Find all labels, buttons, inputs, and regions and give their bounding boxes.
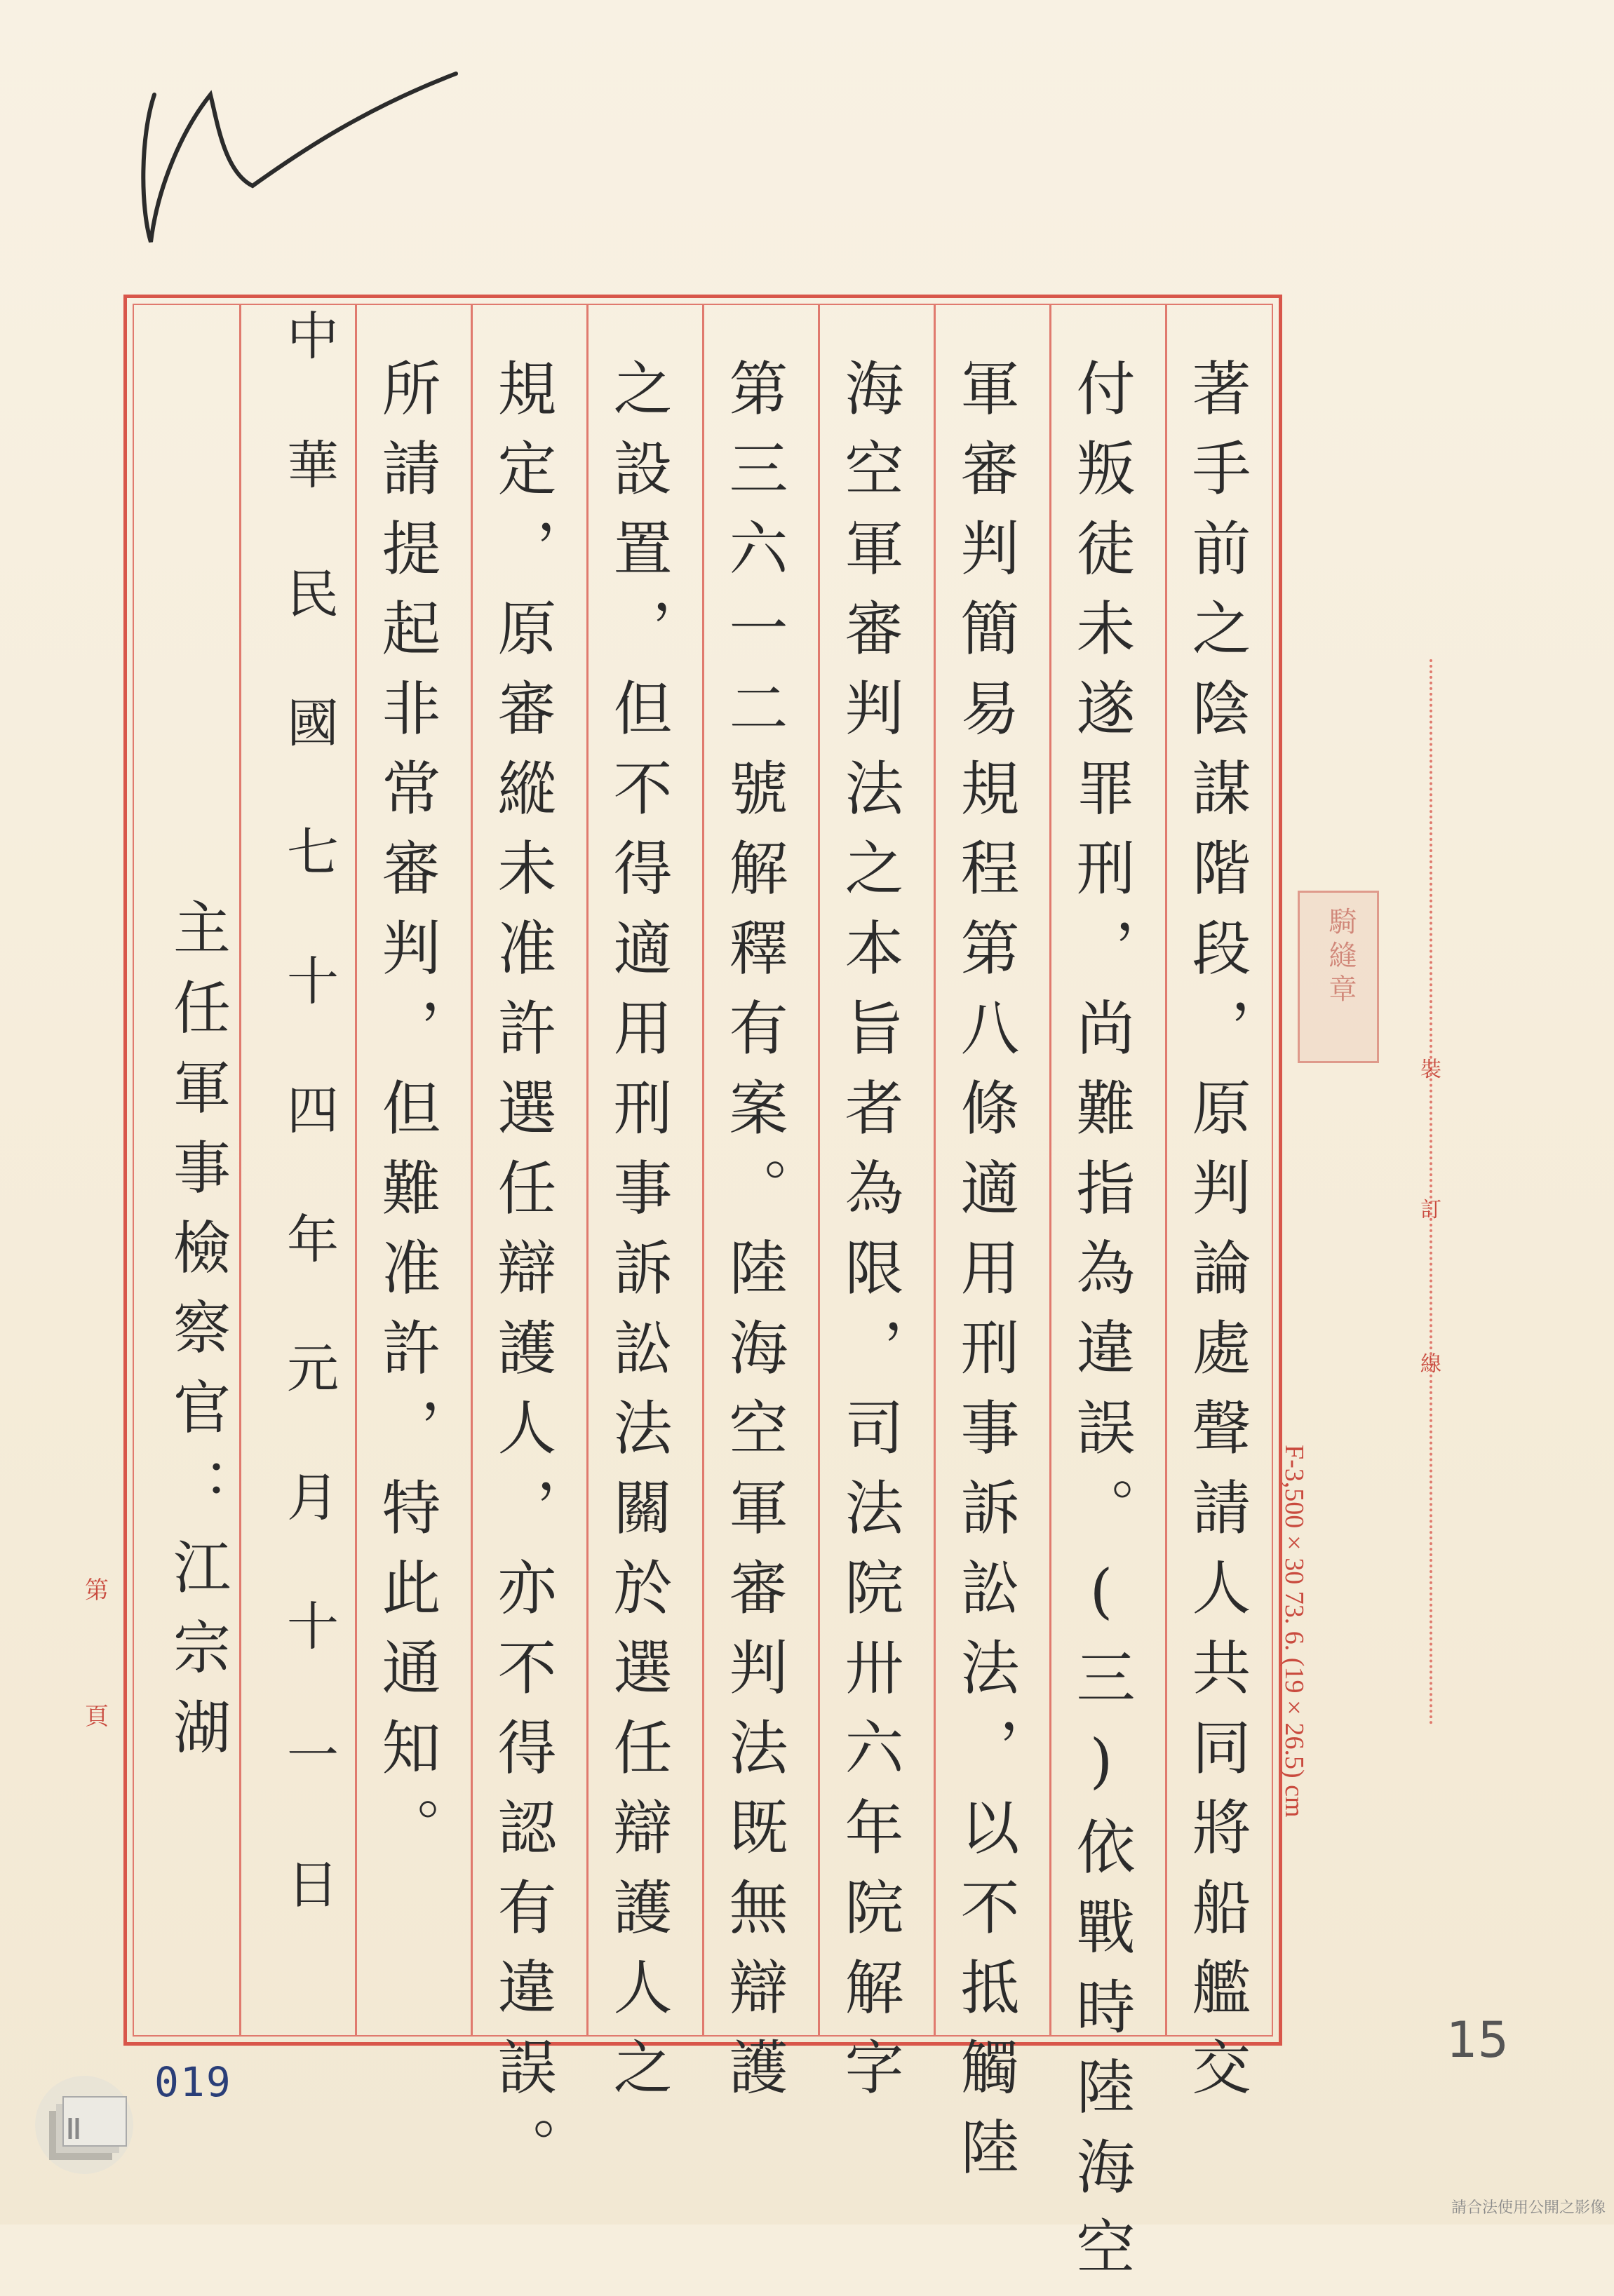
text-column-3 [947, 358, 1024, 2196]
text-column-6 [600, 358, 677, 2116]
column-text: 所請提起非常審判，但難准許，特此通知。 [372, 358, 441, 1877]
red-stamp: 騎縫章 [1298, 891, 1379, 1063]
column-text: 軍審判簡易規程第八條適用刑事訴訟法，以不抵觸陸 [951, 358, 1020, 2196]
handwritten-scribble [133, 67, 470, 263]
text-column-8 [368, 358, 445, 1999]
text-column-2 [1063, 358, 1140, 2296]
column-text: 著手前之陰謀階段，原判論處聲請人共同將船艦交 [1183, 358, 1251, 2116]
serial-number: 019 [154, 2058, 232, 2106]
column-text: 海空軍審判法之本旨者為限，司法院卅六年院解字 [835, 358, 904, 2116]
text-column-1 [1178, 358, 1256, 2116]
signature-text: 主任軍事檢察官：江宗湖 [163, 898, 231, 1777]
binding-label-1: 裝 [1420, 1058, 1441, 1082]
form-code [1273, 1445, 1315, 1922]
column-text: 之設置，但不得適用刑事訴訟法關於選任辯護人之 [604, 358, 673, 2116]
column-text: 付叛徒未遂罪刑，尚難指為違誤。(三)依戰時陸海空 [1067, 358, 1136, 2296]
date-text: 中 華 民 國 七 十 四 年 元 月 十 一 日 [278, 309, 339, 1922]
text-column-4 [831, 358, 908, 2116]
handwritten-page-number: 15 [1446, 2011, 1509, 2069]
date-column [270, 309, 347, 1950]
footer-note: 請合法使用公開之影像 [1451, 2199, 1606, 2217]
column-text: 規定，原審縱未准許選任辯護人，亦不得認有違誤。 [488, 358, 557, 2196]
binding-label-3: 線 [1420, 1352, 1441, 1377]
form-code-text: F-3,500×30 73. 6. (19×26.5) cm [1279, 1445, 1309, 1818]
binding-label-2: 訂 [1420, 1198, 1441, 1222]
column-text: 第三六一二號解釋有案。陸海空軍審判法既無辯護 [720, 358, 788, 2116]
page-label-top: 第 [85, 1576, 109, 1605]
signature-column [159, 898, 236, 1777]
page-label-bottom: 頁 [85, 1703, 109, 1731]
text-column-7 [484, 358, 561, 2196]
text-column-5 [715, 358, 793, 2116]
archive-logo-icon [28, 2069, 140, 2181]
